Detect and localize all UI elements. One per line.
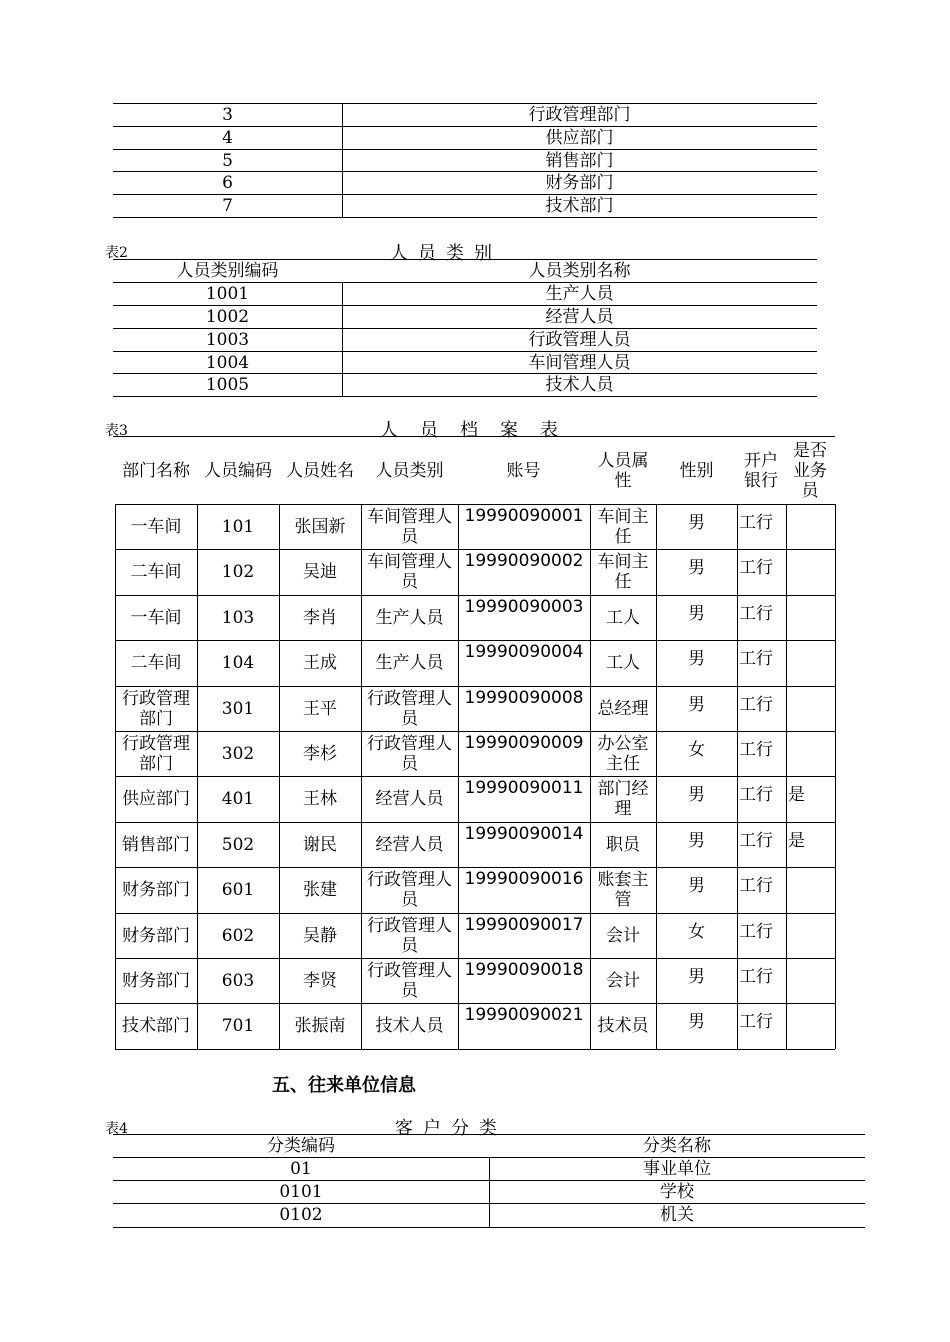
table3-cell: 部门经理: [597, 778, 649, 819]
table3-cell: 李杉: [303, 743, 337, 764]
table3-cell: 吴静: [303, 925, 337, 946]
table3-cell: 行政管理人员: [367, 960, 452, 1001]
table3-cell: 19990090011: [464, 778, 584, 798]
table4-header-code: 分类编码: [267, 1136, 335, 1156]
table4-code: 01: [290, 1159, 312, 1179]
table4-title: 客户分类: [395, 1118, 507, 1139]
table3-cell: [788, 596, 833, 647]
table3-cell: 一车间: [130, 607, 182, 628]
table3-cell: 19990090008: [464, 688, 584, 708]
table3-cell: 男: [688, 1012, 705, 1032]
table3-cell: 王平: [303, 698, 337, 719]
table3-cell: 102: [221, 561, 255, 582]
table4-header-name: 分类名称: [643, 1136, 711, 1156]
table3-cell: 602: [221, 925, 255, 946]
table3-cell: [788, 1004, 833, 1055]
table3-cell: 工行: [739, 785, 773, 805]
table3-cell: 工行: [739, 604, 773, 624]
table1-code: 6: [222, 173, 233, 193]
table4-caption: 表4: [105, 1121, 128, 1137]
table3-cell: 行政管理部门: [122, 733, 190, 774]
table3-cell: 行政管理人员: [367, 869, 452, 910]
table2-name: 行政管理人员: [528, 330, 631, 350]
table3-cell: 李肖: [303, 607, 337, 628]
table3-col-line: [361, 504, 362, 1049]
table3-title: 人员档案表: [380, 420, 580, 441]
table3-cell: 302: [221, 743, 255, 764]
table3-cell: 工人: [606, 607, 640, 628]
table3-cell: 谢民: [303, 834, 337, 855]
table3-cell: 王林: [303, 788, 337, 809]
table3-col-line: [835, 504, 836, 1049]
table3-cell: 工行: [739, 831, 773, 851]
table1-code: 5: [222, 151, 233, 171]
table3-cell: 男: [688, 513, 705, 533]
table3-cell: [788, 550, 833, 601]
table3-header: 人员编码: [204, 461, 272, 481]
table2-code: 1004: [205, 353, 250, 373]
table3-cell: 19990090002: [464, 551, 584, 571]
table3-cell: 工行: [739, 649, 773, 669]
table3-cell: 工行: [739, 740, 773, 760]
table3-cell: 工行: [739, 513, 773, 533]
table4-code: 0102: [279, 1205, 323, 1225]
table3-col-line: [279, 504, 280, 1049]
table3-cell: 张振南: [294, 1015, 346, 1036]
table3-header: 性别: [679, 461, 714, 481]
table3-cell: 19990090001: [464, 506, 584, 526]
table2-name: 技术人员: [545, 375, 614, 395]
table2-code: 1005: [205, 375, 250, 395]
table3-cell: 车间管理人员: [367, 551, 452, 592]
table3-cell: [788, 505, 833, 556]
table1-name: 销售部门: [545, 151, 614, 171]
table3-cell: 一车间: [130, 516, 182, 537]
table2-name: 经营人员: [545, 307, 614, 327]
table3-cell: 生产人员: [375, 652, 444, 673]
table3-cell: [788, 687, 833, 738]
table3-cell: 行政管理人员: [367, 688, 452, 729]
table3-cell: 生产人员: [375, 607, 444, 628]
table2-header-code: 人员类别编码: [176, 261, 279, 281]
table3-header: 部门名称: [122, 461, 190, 481]
table3-cell: 财务部门: [122, 925, 190, 946]
table3-col-line: [590, 504, 591, 1049]
table3-cell: 工行: [739, 922, 773, 942]
table3-cell: 车间主任: [597, 506, 649, 547]
table3-cell: 101: [221, 516, 255, 537]
table3-cell: 供应部门: [122, 788, 190, 809]
table3-cell: 办公室主任: [597, 733, 649, 774]
table2-caption: 表2: [105, 245, 128, 261]
table2-name: 车间管理人员: [528, 353, 631, 373]
table3-cell: 行政管理部门: [122, 688, 190, 729]
table3-cell: 车间主任: [597, 551, 649, 592]
table2-code: 1003: [205, 330, 250, 350]
table2-title: 人员类别: [390, 243, 502, 264]
table3-cell: 男: [688, 604, 705, 624]
table1-name: 技术部门: [545, 196, 614, 216]
table2-code: 1001: [205, 284, 250, 304]
table3-cell: 工行: [739, 1012, 773, 1032]
table3-cell: 男: [688, 876, 705, 896]
table3-cell: 销售部门: [122, 834, 190, 855]
table3-cell: [788, 868, 833, 919]
table3-header: 人员类别: [375, 461, 444, 481]
table3-cell: [788, 732, 833, 783]
table3-cell: 技术员: [597, 1015, 649, 1036]
table3-cell: 701: [221, 1015, 255, 1036]
table3-col-line: [656, 504, 657, 1049]
table3-cell: 技术部门: [122, 1015, 190, 1036]
table3-cell: 104: [221, 652, 255, 673]
table3-cell: 19990090004: [464, 642, 584, 662]
table3-cell: 601: [221, 879, 255, 900]
table2-code: 1002: [205, 307, 250, 327]
table1-code: 7: [222, 196, 233, 216]
table3-cell: 19990090003: [464, 597, 584, 617]
table3-cell: 301: [221, 698, 255, 719]
table2-header-name: 人员类别名称: [528, 261, 631, 281]
table3-cell: 401: [221, 788, 255, 809]
table3-header: 开户银行: [744, 451, 778, 491]
table3-cell: 二车间: [130, 652, 182, 673]
table3-cell: 502: [221, 834, 255, 855]
table3-header: 人员属性: [597, 451, 649, 491]
table3-cell: 男: [688, 695, 705, 715]
table3-cell: 总经理: [597, 698, 649, 719]
table3-header: 人员姓名: [286, 461, 354, 481]
table3-cell: 车间管理人员: [367, 506, 452, 547]
table3-col-line: [458, 504, 459, 1049]
section-heading: 五、往来单位信息: [272, 1075, 416, 1096]
table3-cell: 技术人员: [375, 1015, 444, 1036]
table1-name: 财务部门: [545, 173, 614, 193]
table4-name: 事业单位: [643, 1159, 711, 1179]
table3-cell: 男: [688, 785, 705, 805]
table3-cell: 103: [221, 607, 255, 628]
table3-cell: 财务部门: [122, 879, 190, 900]
table3-col-line: [197, 504, 198, 1049]
table3-cell: 财务部门: [122, 970, 190, 991]
table2-name: 生产人员: [545, 284, 614, 304]
table3-cell: 是: [788, 785, 805, 805]
table1-code: 4: [222, 128, 233, 148]
table3-cell: 行政管理人员: [367, 733, 452, 774]
table3-cell: 会计: [606, 970, 640, 991]
table3-cell: 行政管理人员: [367, 915, 452, 956]
table4-code: 0101: [279, 1182, 323, 1202]
table3-cell: 19990090016: [464, 869, 584, 889]
table3-header: 账号: [506, 461, 541, 481]
table3-cell: 男: [688, 649, 705, 669]
table3-col-line: [786, 504, 787, 1049]
table3-cell: 女: [688, 740, 705, 760]
table3-cell: 工行: [739, 967, 773, 987]
table3-cell: 经营人员: [375, 788, 444, 809]
table3-cell: 会计: [606, 925, 640, 946]
table1-code: 3: [222, 105, 233, 125]
table3-cell: 经营人员: [375, 834, 444, 855]
table3-cell: 王成: [303, 652, 337, 673]
table3-cell: 男: [688, 831, 705, 851]
table3-cell: 19990090018: [464, 960, 584, 980]
table3-cell: 账套主管: [597, 869, 649, 910]
table4-name: 机关: [660, 1205, 694, 1225]
table3-cell: 19990090014: [464, 824, 584, 844]
table3-col-line: [115, 504, 116, 1049]
table3-cell: 女: [688, 922, 705, 942]
table3-cell: 工行: [739, 558, 773, 578]
table3-cell: 工行: [739, 695, 773, 715]
table3-cell: 是: [788, 831, 805, 851]
table3-cell: 李贤: [303, 970, 337, 991]
table3-cell: 二车间: [130, 561, 182, 582]
table3-caption: 表3: [105, 423, 128, 439]
table1-name: 行政管理部门: [528, 105, 631, 125]
table3-cell: 张建: [303, 879, 337, 900]
table3-cell: [788, 914, 833, 965]
table1-name: 供应部门: [545, 128, 614, 148]
table3-header: 是否业务员: [793, 441, 827, 501]
table3-cell: 19990090017: [464, 915, 584, 935]
table3-cell: [788, 641, 833, 692]
table3-cell: 男: [688, 967, 705, 987]
table3-cell: 工人: [606, 652, 640, 673]
table3-cell: 张国新: [294, 516, 346, 537]
table4-name: 学校: [660, 1182, 694, 1202]
table3-cell: 男: [688, 558, 705, 578]
table3-cell: [788, 959, 833, 1010]
table3-cell: 工行: [739, 876, 773, 896]
table3-col-line: [737, 504, 738, 1049]
table3-cell: 19990090009: [464, 733, 584, 753]
table3-cell: 603: [221, 970, 255, 991]
table3-cell: 19990090021: [464, 1005, 584, 1025]
table3-cell: 职员: [606, 834, 640, 855]
table3-cell: 吴迪: [303, 561, 337, 582]
